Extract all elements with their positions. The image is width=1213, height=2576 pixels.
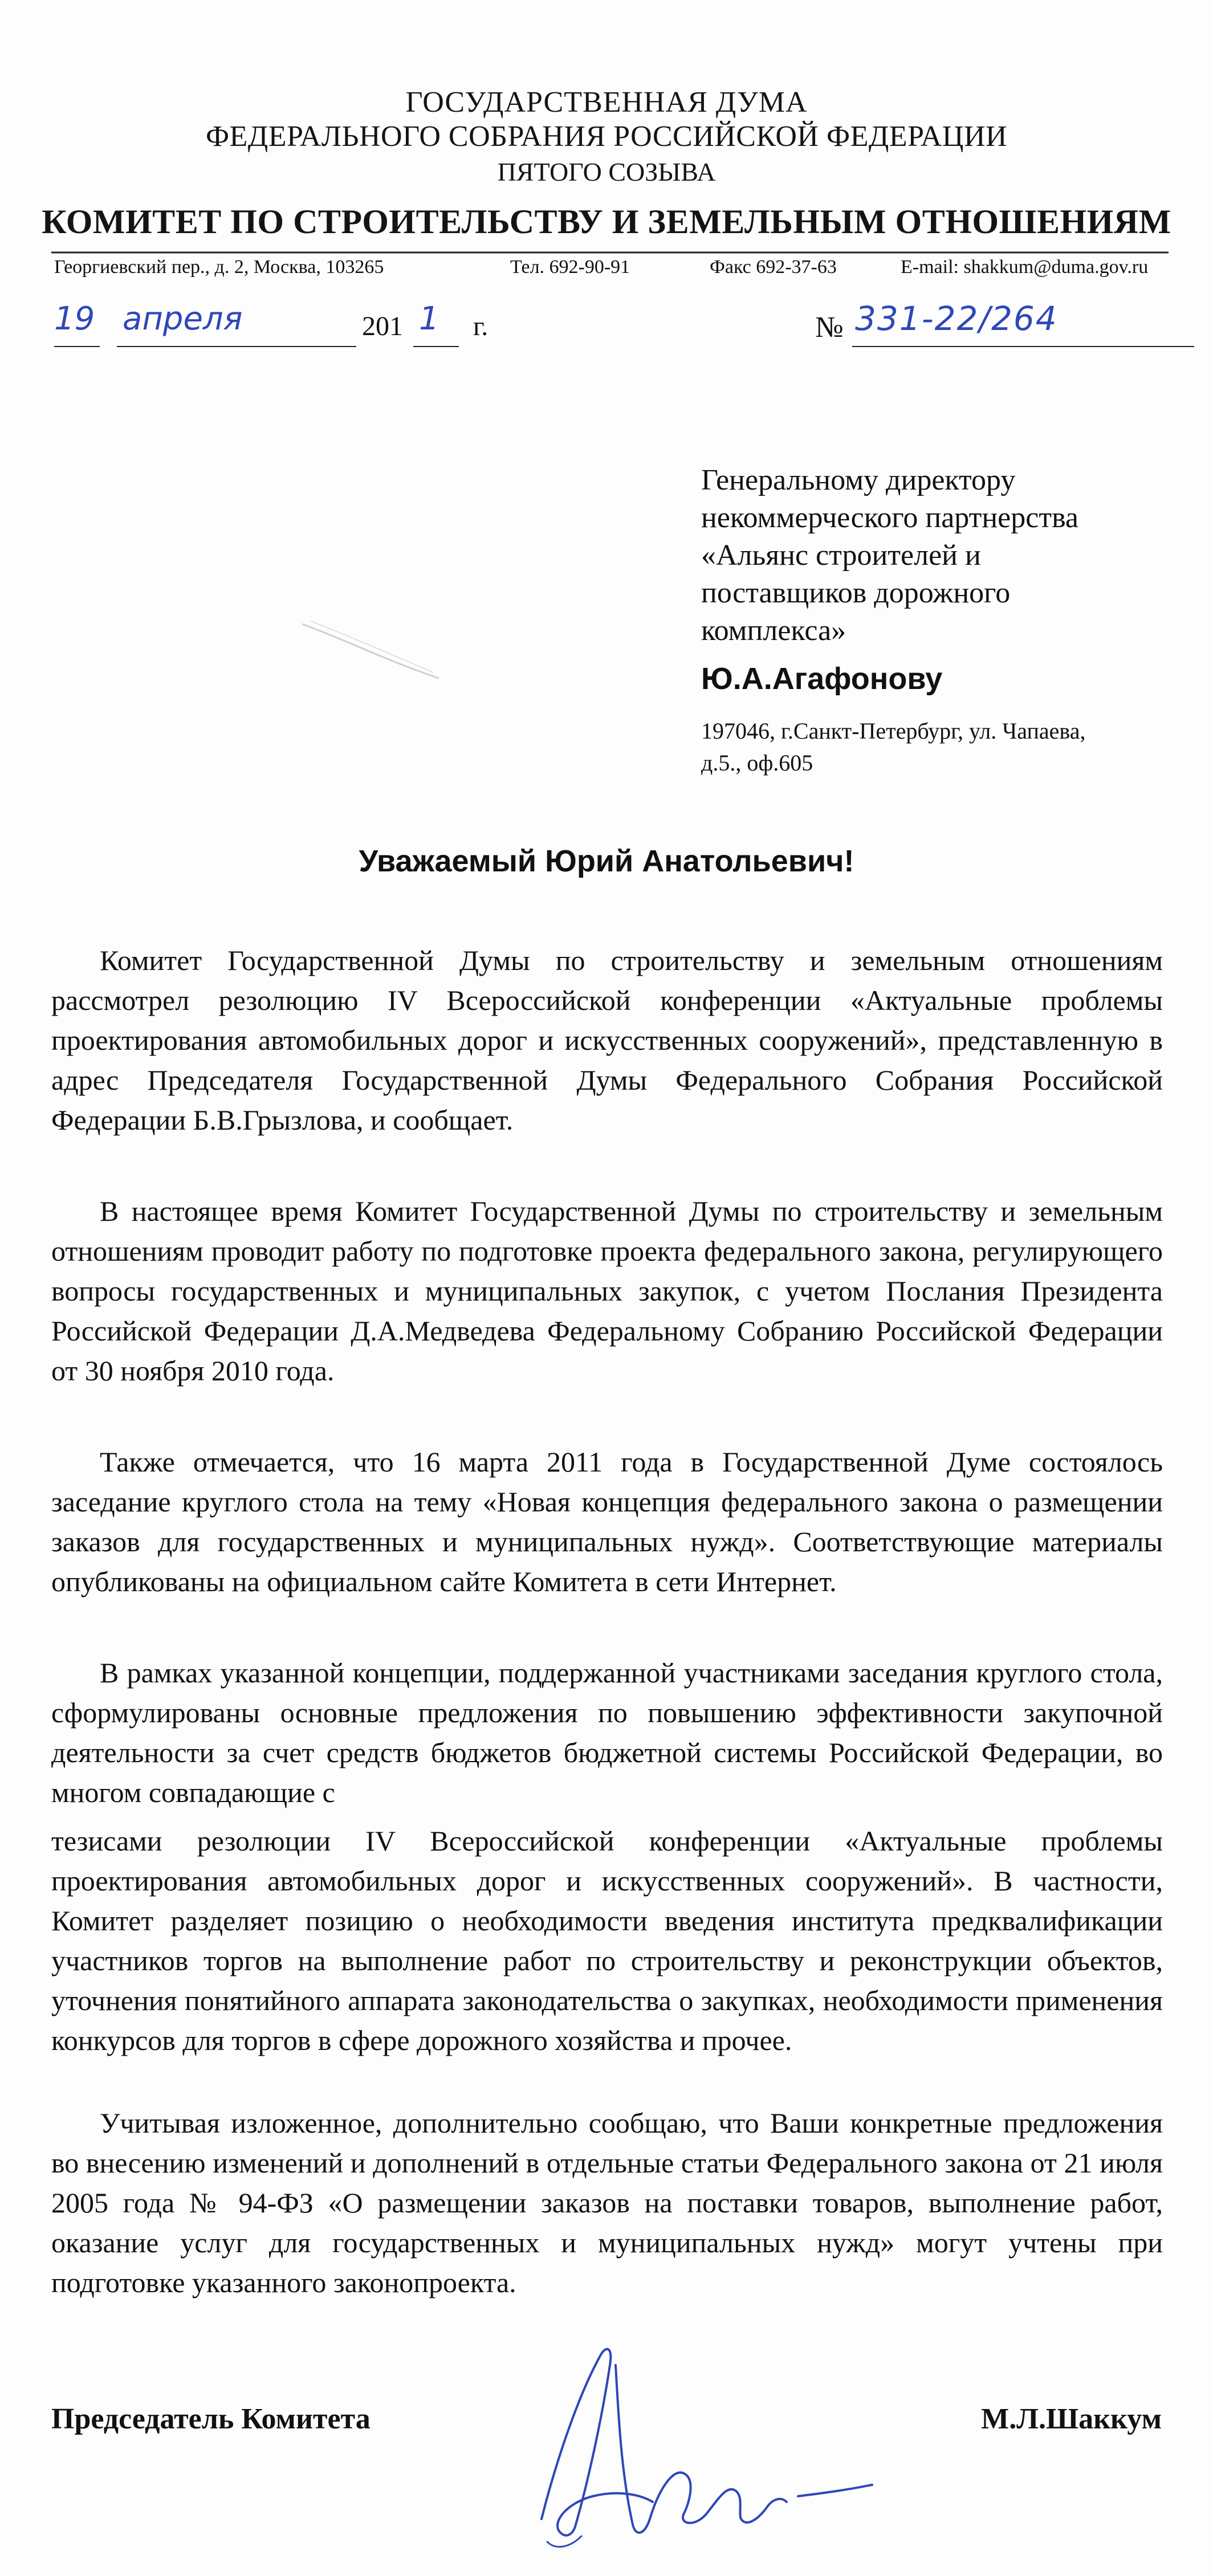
handwritten-signature <box>502 2331 901 2559</box>
outgoing-number-handwritten: 331-22/264 <box>855 299 1058 338</box>
addressee-line: Генеральному директору <box>701 464 1016 496</box>
body-paragraph: Комитет Государственной Думы по строительству и земельным отношениям рассмотрел резолюцию IV Всероссийской конференции «Актуальные проблемы проектирования автомобильных дорог и искусственных сооружений», представленную в адрес Председателя Государственной Думы Федерального Собрания Российской Федерации Б.В.Грызлова, и сообщает. <box>51 944 1163 1136</box>
paper-scuff-mark <box>296 616 445 684</box>
body-paragraph: Также отмечается, что 16 марта 2011 года в Государственной Думе состоялось заседание круглого стола на тему «Новая концепция федерального закона о размещении заказов для государственных и муниципальных нужд». Соответствующие материалы опубликованы на официальном сайте Комитета в сети Интернет. <box>51 1446 1163 1597</box>
date-year-handwritten: 1 <box>419 300 439 337</box>
letterhead-line-duma: ГОСУДАРСТВЕННАЯ ДУМА <box>405 86 808 119</box>
letterhead-contacts <box>54 256 1194 285</box>
letterhead-line-federal-assembly: ФЕДЕРАЛЬНОГО СОБРАНИЯ РОССИЙСКОЙ ФЕДЕРАЦИИ <box>205 120 1008 153</box>
letterhead-line-convocation: ПЯТОГО СОЗЫВА <box>497 157 716 186</box>
addressee-name: Ю.А.Агафонову <box>701 662 943 696</box>
date-day-handwritten: 19 <box>54 300 95 337</box>
letterhead-rule <box>51 251 1169 255</box>
addressee-line: некоммерческого партнерства <box>701 502 1079 534</box>
body-paragraph: Учитывая изложенное, дополнительно сообщаю, что Ваши конкретные предложения во внесению изменений и дополнений в отдельные статьи Федерального закона от 21 июля 2005 года № 94-ФЗ «О размещении заказов на поставки товаров, выполнение работ, оказание услуг для государственных и муниципальных нужд» могут учтены при подготовке указанного законопроекта. <box>51 2107 1163 2298</box>
contact-address: Георгиевский пер., д. 2, Москва, 103265 <box>54 256 384 278</box>
body-paragraph-continuation: тезисами резолюции IV Всероссийской конференции «Актуальные проблемы проектирования автомобильных дорог и искусственных сооружений». В частности, Комитет разделяет позицию о необходимости введения института предквалификации участников торгов на выполнение работ по строительству и реконструкции объектов, уточнения понятийного аппарата законодательства о закупках, необходимости применения конкурсов для торгов в сфере дорожного хозяйства и прочее. <box>51 1825 1163 2056</box>
postal-line: 197046, г.Санкт-Петербург, ул. Чапаева, <box>701 718 1086 744</box>
contact-phone: Тел. 692-90-91 <box>510 256 630 278</box>
date-month-handwritten: апреля <box>123 300 243 337</box>
body-paragraph: В рамках указанной концепции, поддержанной участниками заседания круглого стола, сформулированы основные предложения по повышению эффективности закупочной деятельности за счет средств бюджетов бюджетной системы Российской Федерации, во многом совпадающие с <box>51 1657 1163 1808</box>
body-paragraph: В настоящее время Комитет Государственной Думы по строительству и земельным отношениям проводит работу по подготовке проекта федерального закона, регулирующего вопросы государственных и муниципальных закупок, с учетом Послания Президента Российской Федерации Д.А.Медведева Федеральному Собранию Российской Федерации от 30 ноября 2010 года. <box>51 1195 1163 1387</box>
contact-fax: Факс 692-37-63 <box>710 256 837 278</box>
date-year-unit: г. <box>473 311 489 341</box>
contact-email: E-mail: shakkum@duma.gov.ru <box>901 256 1149 278</box>
addressee-line: поставщиков дорожного <box>701 577 1011 609</box>
number-label: № <box>815 311 844 344</box>
addressee-line: «Альянс строителей и <box>701 539 981 572</box>
signatory-title: Председатель Комитета <box>51 2403 371 2435</box>
salutation: Уважаемый Юрий Анатольевич! <box>359 844 854 878</box>
date-year-prefix: 201 <box>362 311 403 341</box>
addressee-line: комплекса» <box>701 614 846 647</box>
signatory-name: М.Л.Шаккум <box>981 2403 1162 2435</box>
addressee-postal-address <box>701 715 1174 779</box>
date-number-row <box>54 299 1194 356</box>
letterhead-committee-name: КОМИТЕТ ПО СТРОИТЕЛЬСТВУ И ЗЕМЕЛЬНЫМ ОТНОШЕНИЯМ <box>42 203 1171 241</box>
postal-line: д.5., оф.605 <box>701 750 813 776</box>
addressee-block <box>701 462 1191 650</box>
